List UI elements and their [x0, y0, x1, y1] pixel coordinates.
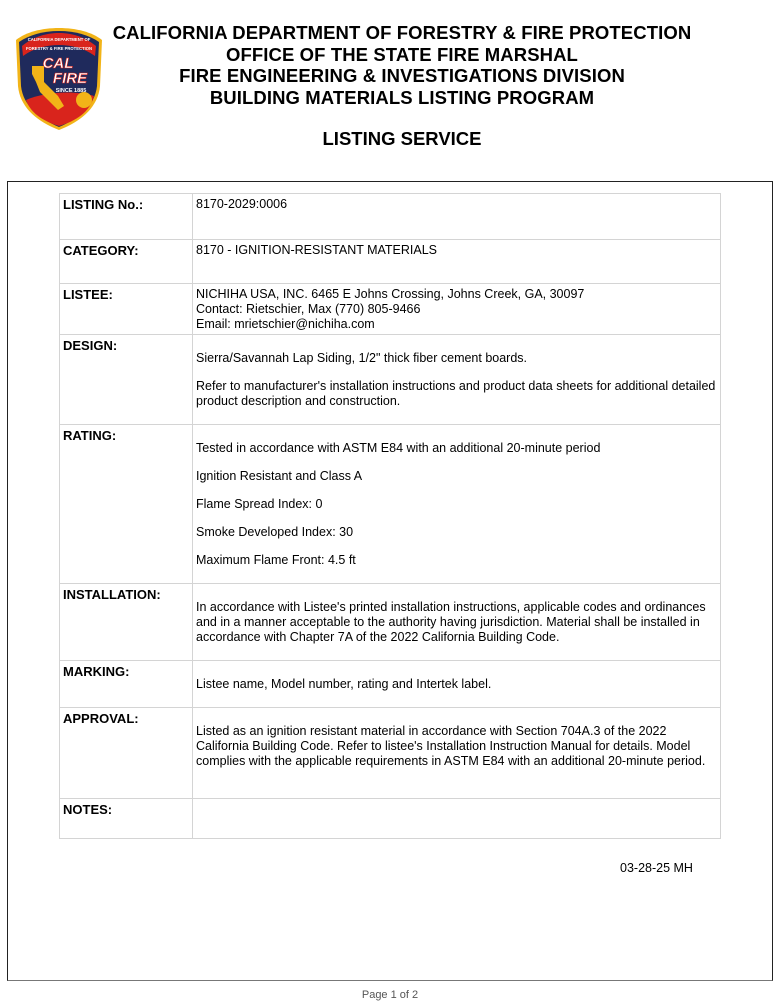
row-notes: [60, 799, 721, 839]
header-agency: CALIFORNIA DEPARTMENT OF FORESTRY & FIRE PROTECTION: [112, 22, 692, 43]
design-paragraph: Refer to manufacturer's installation instructions and product data sheets for additional detailed product description and construction.: [196, 379, 716, 408]
rating-line: Flame Spread Index: 0: [196, 497, 323, 511]
design-value: [193, 335, 721, 425]
approval-label: APPROVAL:: [60, 708, 193, 799]
listing-no-value: 8170-2029:0006: [193, 194, 721, 240]
rating-line: Smoke Developed Index: 30: [196, 525, 354, 539]
revision-code: 03-28-25 MH: [620, 861, 693, 875]
header-program: BUILDING MATERIALS LISTING PROGRAM: [209, 86, 595, 108]
installation-value: [193, 584, 721, 661]
rating-line: Tested in accordance with ASTM E84 with an additional 20-minute period: [196, 441, 601, 455]
rating-line: Ignition Resistant and Class A: [196, 469, 363, 483]
cal-fire-logo: [14, 26, 104, 132]
document-header: [100, 22, 704, 150]
listee-label: LISTEE:: [60, 284, 193, 335]
rating-value: [193, 425, 721, 584]
listing-table: [59, 193, 721, 839]
row-design: [60, 335, 721, 425]
notes-value: [193, 799, 721, 839]
marking-value: [193, 661, 721, 708]
logo-sun: [76, 92, 92, 108]
rating-label: RATING:: [60, 425, 193, 584]
approval-text: Listed as an ignition resistant material in accordance with Section 704A.3 of the 2022 California Building Code. Refer to listee's Installation Instruction Manual for details. Model complies with the applicable requirements in ASTM E84 with an additional 20-minute period.: [196, 724, 706, 768]
category-label: CATEGORY:: [60, 240, 193, 284]
row-marking: [60, 661, 721, 708]
marking-label: MARKING:: [60, 661, 193, 708]
logo-arc-text-bottom: FORESTRY & FIRE PROTECTION: [25, 46, 93, 51]
row-category: [60, 240, 721, 284]
row-rating: [60, 425, 721, 584]
category-value: 8170 - IGNITION-RESISTANT MATERIALS: [193, 240, 721, 284]
listee-contact: Contact: Rietschier, Max (770) 805-9466: [196, 302, 421, 316]
approval-value: [193, 708, 721, 799]
row-approval: [60, 708, 721, 799]
row-listee: [60, 284, 721, 335]
logo-arc-text-top: CALIFORNIA DEPARTMENT OF: [27, 37, 91, 42]
header-service-title: LISTING SERVICE: [322, 128, 482, 149]
marking-text: Listee name, Model number, rating and Intertek label.: [196, 677, 492, 691]
installation-label: INSTALLATION:: [60, 584, 193, 661]
installation-text: In accordance with Listee's printed installation instructions, applicable codes and ordinances and in a manner acceptable to the authority having jurisdiction. Material shall be installed in accordance with Chapter 7A of the 2022 California Building Code.: [196, 600, 706, 644]
notes-label: NOTES:: [60, 799, 193, 839]
design-paragraph: Sierra/Savannah Lap Siding, 1/2" thick fiber cement boards.: [196, 351, 528, 365]
listing-no-label: LISTING No.:: [60, 194, 193, 240]
logo-wordmark-cal: CAL: [42, 55, 74, 72]
listee-address: NICHIHA USA, INC. 6465 E Johns Crossing, Johns Creek, GA, 30097: [196, 287, 585, 301]
page-indicator: Page 1 of 2: [361, 989, 419, 1001]
listee-value: [193, 284, 721, 335]
listee-email: Email: mrietschier@nichiha.com: [196, 317, 375, 331]
logo-since: SINCE 1885: [55, 88, 87, 94]
design-label: DESIGN:: [60, 335, 193, 425]
rating-line: Maximum Flame Front: 4.5 ft: [196, 553, 356, 567]
row-listing-no: [60, 194, 721, 240]
row-installation: [60, 584, 721, 661]
logo-wordmark-fire: FIRE: [52, 70, 88, 87]
header-office: OFFICE OF THE STATE FIRE MARSHAL: [226, 43, 578, 65]
header-division: FIRE ENGINEERING & INVESTIGATIONS DIVISION: [179, 65, 625, 86]
